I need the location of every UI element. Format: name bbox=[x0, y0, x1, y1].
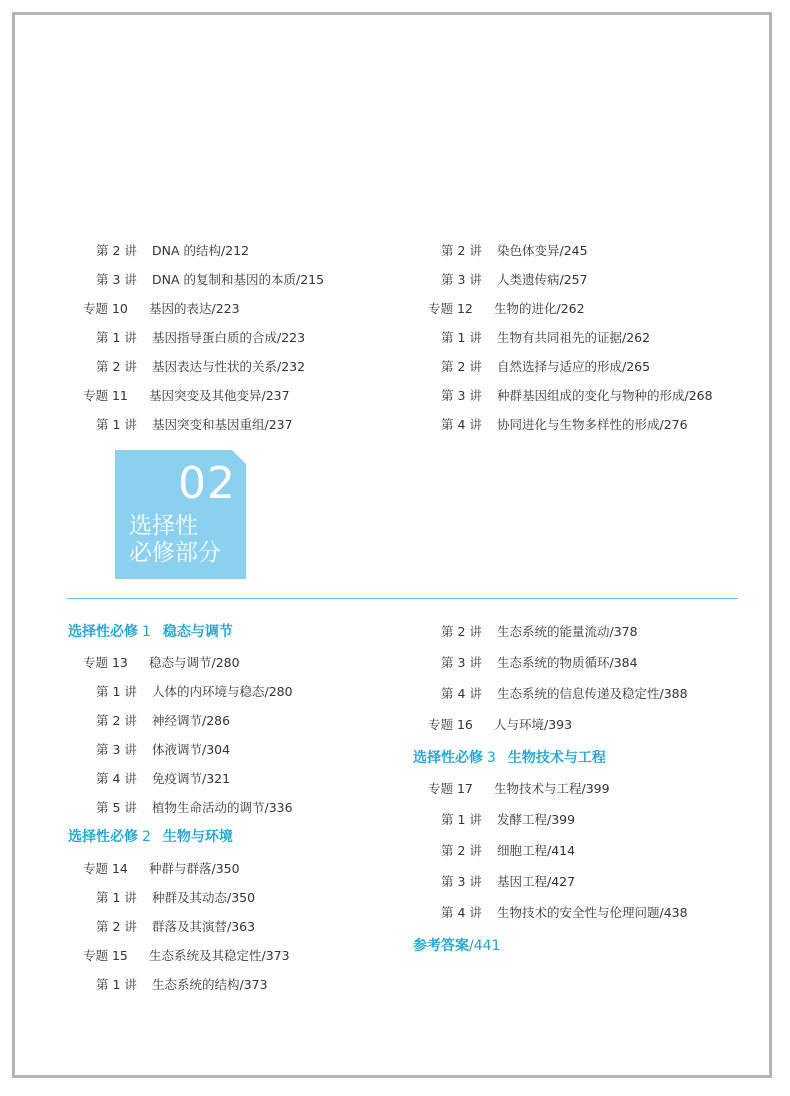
lecture-title: 种群及其动态/350 bbox=[152, 890, 256, 905]
lecture-title: 自然选择与适应的形成/265 bbox=[497, 359, 651, 374]
topic-entry bbox=[428, 717, 572, 733]
lecture-entry bbox=[441, 843, 575, 859]
lecture-label: 第 4 讲 bbox=[96, 771, 137, 786]
lecture-entry bbox=[96, 890, 255, 906]
section-name: 生物与环境 bbox=[162, 829, 233, 845]
banner-number: 02 bbox=[178, 458, 236, 509]
lecture-title: 植物生命活动的调节/336 bbox=[152, 800, 293, 815]
topic-label: 专题 16 bbox=[428, 717, 473, 732]
banner-title-line1: 选择性 bbox=[129, 513, 198, 539]
lecture-label: 第 4 讲 bbox=[441, 686, 482, 701]
lecture-label: 第 2 讲 bbox=[441, 243, 482, 258]
lecture-label: 第 3 讲 bbox=[441, 874, 482, 889]
lecture-label: 第 1 讲 bbox=[96, 684, 137, 699]
lecture-title: 基因突变和基因重组/237 bbox=[152, 417, 293, 432]
lecture-entry bbox=[441, 388, 713, 404]
lecture-title: 协同进化与生物多样性的形成/276 bbox=[497, 417, 688, 432]
lecture-title: 生态系统的结构/373 bbox=[152, 977, 268, 992]
lecture-label: 第 3 讲 bbox=[441, 272, 482, 287]
lecture-entry bbox=[441, 624, 638, 640]
lecture-label: 第 2 讲 bbox=[441, 359, 482, 374]
section-heading bbox=[68, 623, 233, 641]
banner-title-line2: 必修部分 bbox=[129, 540, 221, 566]
lecture-label: 第 3 讲 bbox=[441, 655, 482, 670]
section-prefix: 选择性必修 bbox=[68, 829, 138, 845]
lecture-entry bbox=[96, 919, 255, 935]
lecture-label: 第 5 讲 bbox=[96, 800, 137, 815]
lecture-label: 第 1 讲 bbox=[96, 890, 137, 905]
lecture-label: 第 1 讲 bbox=[96, 417, 137, 432]
lecture-entry bbox=[441, 359, 650, 375]
section-name: 生物技术与工程 bbox=[507, 750, 606, 766]
lecture-label: 第 4 讲 bbox=[441, 905, 482, 920]
topic-title: 种群与群落/350 bbox=[149, 861, 240, 876]
section-prefix: 选择性必修 bbox=[68, 624, 138, 640]
lecture-label: 第 3 讲 bbox=[96, 272, 137, 287]
answer-key-entry bbox=[413, 937, 500, 955]
topic-title: 人与环境/393 bbox=[494, 717, 573, 732]
section-divider bbox=[67, 598, 738, 599]
lecture-entry bbox=[441, 330, 650, 346]
topic-label: 专题 11 bbox=[83, 388, 128, 403]
lecture-title: 生态系统的物质循环/384 bbox=[497, 655, 638, 670]
lecture-entry bbox=[441, 272, 588, 288]
lecture-title: 人类遗传病/257 bbox=[497, 272, 588, 287]
topic-label: 专题 12 bbox=[428, 301, 473, 316]
lecture-entry bbox=[96, 330, 305, 346]
lecture-title: 免疫调节/321 bbox=[152, 771, 231, 786]
lecture-title: 基因指导蛋白质的合成/223 bbox=[152, 330, 306, 345]
answer-key-name: 参考答案 bbox=[413, 938, 469, 954]
lecture-label: 第 2 讲 bbox=[441, 843, 482, 858]
lecture-entry bbox=[96, 977, 268, 993]
lecture-entry bbox=[441, 417, 688, 433]
topic-title: 生物的进化/262 bbox=[494, 301, 585, 316]
topic-entry bbox=[83, 655, 240, 671]
section-heading bbox=[68, 828, 233, 846]
topic-entry bbox=[83, 861, 240, 877]
lecture-entry bbox=[441, 812, 575, 828]
lecture-title: 生物有共同祖先的证据/262 bbox=[497, 330, 651, 345]
lecture-title: 种群基因组成的变化与物种的形成/268 bbox=[497, 388, 713, 403]
lecture-title: 染色体变异/245 bbox=[497, 243, 588, 258]
lecture-entry bbox=[96, 771, 230, 787]
lecture-label: 第 2 讲 bbox=[96, 713, 137, 728]
lecture-entry bbox=[96, 359, 305, 375]
lecture-label: 第 2 讲 bbox=[96, 919, 137, 934]
topic-entry bbox=[428, 781, 610, 797]
lecture-entry bbox=[96, 800, 293, 816]
lecture-entry bbox=[441, 874, 575, 890]
section-heading bbox=[413, 749, 606, 767]
lecture-label: 第 1 讲 bbox=[441, 330, 482, 345]
topic-label: 专题 14 bbox=[83, 861, 128, 876]
lecture-title: 基因表达与性状的关系/232 bbox=[152, 359, 306, 374]
topic-entry bbox=[83, 301, 240, 317]
lecture-label: 第 2 讲 bbox=[96, 359, 137, 374]
lecture-entry bbox=[96, 272, 324, 288]
topic-entry bbox=[83, 948, 290, 964]
lecture-entry bbox=[96, 713, 230, 729]
topic-label: 专题 17 bbox=[428, 781, 473, 796]
lecture-label: 第 1 讲 bbox=[96, 977, 137, 992]
topic-title: 基因的表达/223 bbox=[149, 301, 240, 316]
lecture-title: 群落及其演替/363 bbox=[152, 919, 256, 934]
lecture-entry bbox=[441, 655, 638, 671]
topic-entry bbox=[83, 388, 290, 404]
lecture-entry bbox=[96, 684, 293, 700]
lecture-title: 神经调节/286 bbox=[152, 713, 231, 728]
lecture-label: 第 3 讲 bbox=[441, 388, 482, 403]
lecture-entry bbox=[96, 243, 249, 259]
lecture-label: 第 3 讲 bbox=[96, 742, 137, 757]
lecture-label: 第 2 讲 bbox=[441, 624, 482, 639]
lecture-label: 第 1 讲 bbox=[96, 330, 137, 345]
lecture-entry bbox=[441, 686, 688, 702]
lecture-title: 人体的内环境与稳态/280 bbox=[152, 684, 293, 699]
answer-key-page: /441 bbox=[469, 938, 501, 954]
lecture-title: 生态系统的信息传递及稳定性/388 bbox=[497, 686, 688, 701]
lecture-title: 发酵工程/399 bbox=[497, 812, 576, 827]
topic-label: 专题 10 bbox=[83, 301, 128, 316]
lecture-title: 生物技术的安全性与伦理问题/438 bbox=[497, 905, 688, 920]
topic-title: 基因突变及其他变异/237 bbox=[149, 388, 290, 403]
topic-label: 专题 13 bbox=[83, 655, 128, 670]
lecture-title: 细胞工程/414 bbox=[497, 843, 576, 858]
lecture-entry bbox=[96, 742, 230, 758]
lecture-title: 基因工程/427 bbox=[497, 874, 576, 889]
lecture-title: 体液调节/304 bbox=[152, 742, 231, 757]
lecture-title: 生态系统的能量流动/378 bbox=[497, 624, 638, 639]
lecture-entry bbox=[441, 243, 588, 259]
lecture-entry bbox=[96, 417, 293, 433]
lecture-label: 第 1 讲 bbox=[441, 812, 482, 827]
part-banner bbox=[115, 450, 246, 579]
section-number: 3 bbox=[487, 750, 496, 766]
lecture-title: DNA 的复制和基因的本质/215 bbox=[152, 272, 325, 287]
topic-label: 专题 15 bbox=[83, 948, 128, 963]
lecture-entry bbox=[441, 905, 688, 921]
section-prefix: 选择性必修 bbox=[413, 750, 483, 766]
section-number: 2 bbox=[142, 829, 151, 845]
topic-entry bbox=[428, 301, 585, 317]
lecture-label: 第 2 讲 bbox=[96, 243, 137, 258]
lecture-label: 第 4 讲 bbox=[441, 417, 482, 432]
section-name: 稳态与调节 bbox=[162, 624, 233, 640]
section-number: 1 bbox=[142, 624, 151, 640]
topic-title: 生态系统及其稳定性/373 bbox=[149, 948, 290, 963]
topic-title: 稳态与调节/280 bbox=[149, 655, 240, 670]
lecture-title: DNA 的结构/212 bbox=[152, 243, 250, 258]
topic-title: 生物技术与工程/399 bbox=[494, 781, 610, 796]
